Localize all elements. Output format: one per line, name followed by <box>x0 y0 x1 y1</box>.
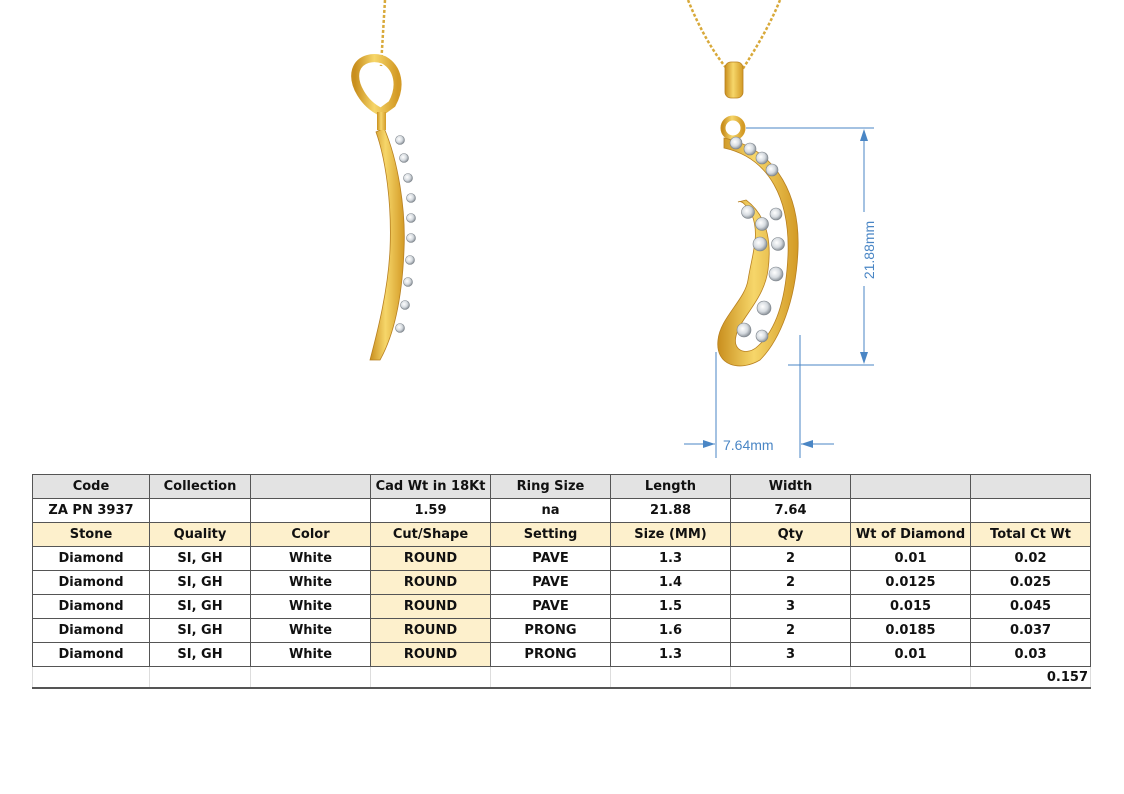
size-cell: 1.5 <box>611 595 731 619</box>
qty-cell: 3 <box>731 643 851 667</box>
stone-row <box>33 619 1091 643</box>
info-value-cell <box>150 499 251 523</box>
spec-table <box>32 474 1091 689</box>
qty-cell: 2 <box>731 547 851 571</box>
info-header-row <box>33 475 1091 499</box>
info-value-cell <box>851 499 971 523</box>
cut-shape-cell: ROUND <box>371 571 491 595</box>
stone-cell: Diamond <box>33 571 150 595</box>
pendant-side-view <box>355 0 415 360</box>
empty-cell <box>371 667 491 689</box>
stone-header-cell: Setting <box>491 523 611 547</box>
cut-shape-cell: ROUND <box>371 547 491 571</box>
info-value-cell <box>971 499 1091 523</box>
qty-cell: 2 <box>731 571 851 595</box>
pendant-front-view <box>688 0 798 366</box>
qty-cell: 3 <box>731 595 851 619</box>
info-header-cell <box>251 475 371 499</box>
stone-header-cell: Stone <box>33 523 150 547</box>
stone-cell: Diamond <box>33 643 150 667</box>
setting-cell: PAVE <box>491 595 611 619</box>
color-cell: White <box>251 571 371 595</box>
info-value-cell: na <box>491 499 611 523</box>
size-cell: 1.4 <box>611 571 731 595</box>
size-cell: 1.3 <box>611 547 731 571</box>
cut-shape-cell: ROUND <box>371 619 491 643</box>
quality-cell: SI, GH <box>150 595 251 619</box>
total-ct-cell: 0.03 <box>971 643 1091 667</box>
cut-shape-cell: ROUND <box>371 643 491 667</box>
stone-header-cell: Total Ct Wt <box>971 523 1091 547</box>
stone-row <box>33 643 1091 667</box>
width-dimension-label: 7.64mm <box>723 437 774 453</box>
info-header-cell <box>851 475 971 499</box>
total-ct-cell: 0.045 <box>971 595 1091 619</box>
total-carat-weight: 0.157 <box>971 667 1091 689</box>
color-cell: White <box>251 619 371 643</box>
qty-cell: 2 <box>731 619 851 643</box>
quality-cell: SI, GH <box>150 643 251 667</box>
empty-cell <box>491 667 611 689</box>
total-row <box>33 667 1091 689</box>
stone-header-row <box>33 523 1091 547</box>
info-value-cell: 21.88 <box>611 499 731 523</box>
stone-row <box>33 595 1091 619</box>
stone-header-cell: Qty <box>731 523 851 547</box>
stone-cell: Diamond <box>33 619 150 643</box>
empty-cell <box>251 667 371 689</box>
info-header-cell: Ring Size <box>491 475 611 499</box>
cut-shape-cell: ROUND <box>371 595 491 619</box>
wt-diamond-cell: 0.01 <box>851 547 971 571</box>
wt-diamond-cell: 0.0185 <box>851 619 971 643</box>
info-header-cell: Cad Wt in 18Kt <box>371 475 491 499</box>
quality-cell: SI, GH <box>150 571 251 595</box>
wt-diamond-cell: 0.01 <box>851 643 971 667</box>
stone-row <box>33 547 1091 571</box>
stone-row <box>33 571 1091 595</box>
stone-cell: Diamond <box>33 595 150 619</box>
stone-header-cell: Cut/Shape <box>371 523 491 547</box>
empty-cell <box>33 667 150 689</box>
size-cell: 1.3 <box>611 643 731 667</box>
info-header-cell: Code <box>33 475 150 499</box>
info-value-cell: 7.64 <box>731 499 851 523</box>
stone-header-cell: Quality <box>150 523 251 547</box>
wt-diamond-cell: 0.015 <box>851 595 971 619</box>
stone-header-cell: Wt of Diamond <box>851 523 971 547</box>
size-cell: 1.6 <box>611 619 731 643</box>
empty-cell <box>731 667 851 689</box>
info-value-cell <box>251 499 371 523</box>
setting-cell: PAVE <box>491 571 611 595</box>
info-header-cell <box>971 475 1091 499</box>
info-header-cell: Collection <box>150 475 251 499</box>
info-header-cell: Length <box>611 475 731 499</box>
total-ct-cell: 0.02 <box>971 547 1091 571</box>
setting-cell: PRONG <box>491 619 611 643</box>
quality-cell: SI, GH <box>150 619 251 643</box>
stone-header-cell: Color <box>251 523 371 547</box>
info-value-cell: ZA PN 3937 <box>33 499 150 523</box>
info-value-row <box>33 499 1091 523</box>
height-dimension-label: 21.88mm <box>861 220 877 280</box>
total-ct-cell: 0.037 <box>971 619 1091 643</box>
quality-cell: SI, GH <box>150 547 251 571</box>
color-cell: White <box>251 643 371 667</box>
stone-cell: Diamond <box>33 547 150 571</box>
total-ct-cell: 0.025 <box>971 571 1091 595</box>
color-cell: White <box>251 547 371 571</box>
info-value-cell: 1.59 <box>371 499 491 523</box>
setting-cell: PAVE <box>491 547 611 571</box>
stone-header-cell: Size (MM) <box>611 523 731 547</box>
empty-cell <box>611 667 731 689</box>
empty-cell <box>150 667 251 689</box>
empty-cell <box>851 667 971 689</box>
color-cell: White <box>251 595 371 619</box>
info-header-cell: Width <box>731 475 851 499</box>
wt-diamond-cell: 0.0125 <box>851 571 971 595</box>
setting-cell: PRONG <box>491 643 611 667</box>
